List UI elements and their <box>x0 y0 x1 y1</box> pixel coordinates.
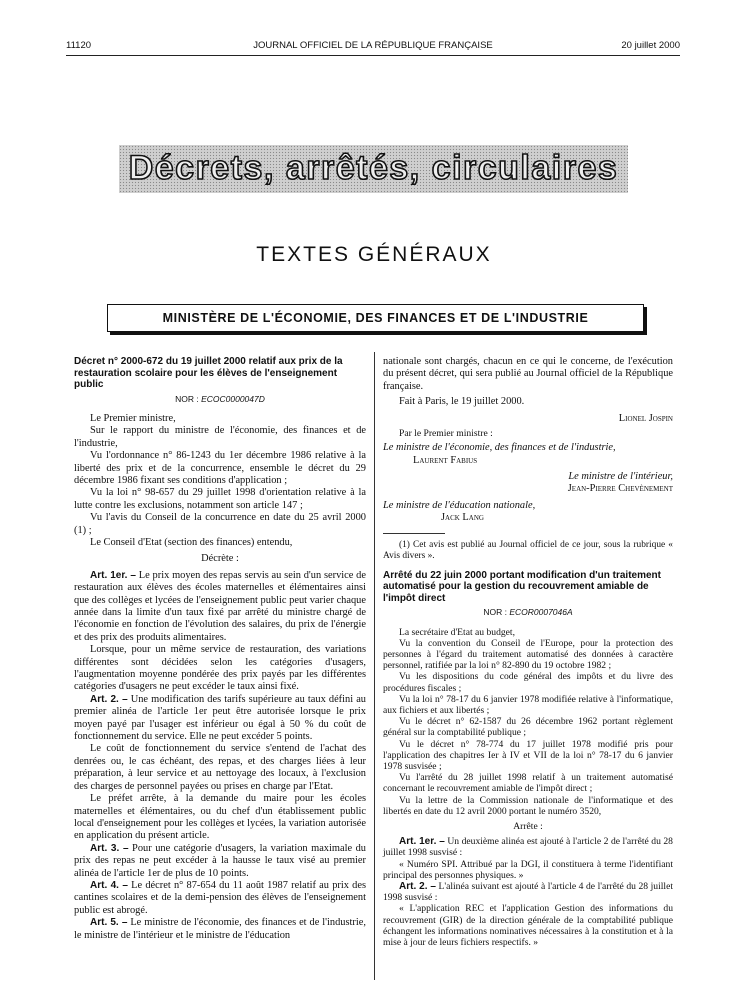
journal-title: JOURNAL OFFICIEL DE LA RÉPUBLIQUE FRANÇAISE <box>253 40 493 51</box>
decree-para: Le Conseil d'Etat (section des finances) entendu, <box>90 536 293 548</box>
footnote-rule <box>383 533 445 534</box>
arrete-title: Arrêté du 22 juin 2000 portant modification d'un traitement automatisé pour la gestion du recouvrement amiable de l'impôt direct <box>383 569 661 604</box>
issue-date: 20 juillet 2000 <box>621 40 680 51</box>
minister-edu-role <box>383 500 673 512</box>
article-label: Art. 4. – <box>90 879 128 891</box>
column-divider <box>374 352 375 980</box>
article-label: Art. 3. – <box>90 842 129 854</box>
nor-label: NOR : <box>483 607 507 618</box>
ministry-title: MINISTÈRE DE L'ÉCONOMIE, DES FINANCES ET DE L'INDUSTRIE <box>162 311 589 325</box>
arrete-article-1 <box>383 836 673 858</box>
arrete-para: Vu les dispositions du code général des impôts et du livre des procédures fiscales ; <box>383 671 673 694</box>
minister-int-role <box>383 471 673 483</box>
decree-para: Le Premier ministre, <box>90 412 176 424</box>
article-text: Le ministre de l'économie, des finances et de l'industrie, le ministre de l'intérieur et le ministre de l'éducation <box>74 917 366 941</box>
article-text: Le prix moyen des repas servis au sein d'un service de restauration aux élèves des écoles maternelles et élémentaires ainsi que des collèges et lycées de l'enseignement public peut varier chaque année dans la limite d'un taux fixé par arrêté du ministre chargé de l'économie en fonction de l'évolution des salaires, du prix de l'énergie et des prix des produits alimentaires. <box>74 569 366 643</box>
nor-code: ECOC0000047D <box>201 393 265 404</box>
decrete-heading: Décrète : <box>201 553 239 565</box>
decree-para: Vu l'avis du Conseil de la concurrence en date du 25 avril 2000 (1) ; <box>74 512 366 536</box>
arrete-heading: Arrête : <box>513 821 543 833</box>
minister-eco-role <box>383 442 673 454</box>
footnote: (1) Cet avis est publié au Journal officiel de ce jour, sous la rubrique « Avis divers ». <box>383 539 673 561</box>
banner-title: Décrets, arrêtés, circulaires <box>128 149 619 187</box>
article-3 <box>74 843 366 880</box>
arrete-quote: « L'application REC et l'application Gestion des informations du recouvrement (GIR) de la direction générale de la comptabilité publique échangent les informations nominatives nécessaires à la constitution et à la mise à jour de leurs fichiers respectifs. » <box>383 903 673 949</box>
arrete-para: Vu le décret n° 78-774 du 17 juillet 1978 modifié pris pour l'application des chapitres Ier à IV et VII de la loi n° 78-17 du 6 janvier 1978 susvisée ; <box>383 738 673 773</box>
nor-code: ECOR0007046A <box>509 607 573 618</box>
role-text: Le ministre de l'intérieur, <box>568 471 673 483</box>
section-banner <box>119 145 628 193</box>
arrete-para: Vu la convention du Conseil de l'Europe, pour la protection des personnes à l'égard du traitement automatisé des données à caractère personnel, ratifiée par la loi n° 82-890 du 19 octobre 1982 ; <box>383 637 673 672</box>
section-title: TEXTES GÉNÉRAUX <box>256 243 492 266</box>
decree-para: Vu l'ordonnance n° 86-1243 du 1er décembre 1986 relative à la liberté des prix et de la concurrence, ensemble le décret du 29 décembre 1986 fixant ses conditions d'application ; <box>74 450 366 486</box>
decree-para: Vu la loi n° 98-657 du 29 juillet 1998 d'orientation relative à la lutte contre les exclusions, notamment son article 147 ; <box>74 487 366 511</box>
right-column <box>383 356 673 948</box>
article-text: Pour une catégorie d'usagers, la variation maximale du prix des repas ne peut excéder à la hausse le taux visé au premier alinéa de l'article 1er de plus de 10 points. <box>74 842 366 879</box>
article-label: Art. 2. – <box>90 693 128 705</box>
arrete-para: Vu l'arrêté du 28 juillet 1998 relatif à un traitement automatisé concernant le recouvrement amiable de l'impôt direct ; <box>383 772 673 795</box>
arrete-para: Vu la lettre de la Commission nationale de l'informatique et des libertés en date du 12 avril 2000 portant le numéro 3520, <box>383 794 673 817</box>
arrete-nor <box>383 606 673 618</box>
page-number: 11120 <box>66 40 92 51</box>
running-header <box>66 40 680 54</box>
decree-para: Sur le rapport du ministre de l'économie, des finances et de l'industrie, <box>74 425 366 449</box>
arrete-article-2 <box>383 881 673 903</box>
minister-int-name: Jean-Pierre Chevènement <box>567 483 673 495</box>
decree-nor <box>74 393 366 405</box>
article-label: Art. 1er. – <box>90 569 136 581</box>
ministry-box <box>107 304 644 332</box>
decree-title: Décret n° 2000-672 du 19 juillet 2000 relatif aux prix de la restauration scolaire pour les élèves de l'enseignement public <box>74 356 343 390</box>
article-text: Une modification des tarifs supérieure au taux défini au premier alinéa de l'article 1er peut être autorisée lorsque le prix moyen payé par l'usager est inférieur ou égal à 50 % du coût de fonctionnement du service. Elle ne peut excéder 5 points. <box>74 693 367 743</box>
article-text: Le décret n° 87-654 du 11 août 1987 relatif au prix des cantines scolaires et de la demi-pension des élèves de l'enseignement public est abrogé. <box>74 879 366 916</box>
signature-pm: Lionel Jospin <box>618 412 673 424</box>
decree-para: Le coût de fonctionnement du service s'entend de l'achat des denrées ou, le cas échéant, des repas, et des charges liées à leur préparation, à leur service et au nettoyage des locaux, à l'exclusion des charges de personnel payées ou prises en charge par l'Etat. <box>74 743 366 792</box>
arrete-para: Vu le décret n° 62-1587 du 26 décembre 1962 portant règlement général sur la comptabilité publique ; <box>383 716 673 739</box>
article-1 <box>74 570 366 644</box>
article-text: Un deuxième alinéa est ajouté à l'article 2 de l'arrêté du 28 juillet 1998 susvisé : <box>383 836 673 859</box>
arrete-para: La secrétaire d'Etat au budget, <box>399 626 515 638</box>
decree-para: Le préfet arrête, à la demande du maire pour les écoles maternelles et élémentaires, ou du chef d'un établissement public local d'enseignement pour les collèges et lycées, la variation autorisée en application du présent article. <box>74 793 366 842</box>
role-text: Le ministre de l'économie, des finances et de l'industrie, <box>383 442 616 454</box>
role-text: Le ministre de l'éducation nationale, <box>383 499 536 511</box>
article-text: L'alinéa suivant est ajouté à l'article 4 de l'arrêté du 28 juillet 1998 susvisé : <box>383 881 673 904</box>
minister-edu-name: Jack Lang <box>441 512 484 524</box>
article-5 <box>74 917 366 942</box>
article-label: Art. 2. – <box>399 881 436 893</box>
left-column <box>74 356 366 942</box>
article-label: Art. 1er. – <box>399 836 445 848</box>
article-2 <box>74 694 366 744</box>
arrete-para: Vu la loi n° 78-17 du 6 janvier 1978 modifiée relative à l'informatique, aux fichiers et aux libertés ; <box>383 693 673 716</box>
fait-line: Fait à Paris, le 19 juillet 2000. <box>399 396 525 408</box>
arrete-quote: « Numéro SPI. Attribué par la DGI, il constituera à terme l'identifiant principal des personnes physiques. » <box>383 858 673 881</box>
decree-para: Lorsque, pour un même service de restauration, des variations différentes sont décidées selon les catégories d'usagers, l'augmentation moyenne pondérée des prix payés par les différentes catégories d'usagers ne peut excéder le taux ainsi fixé. <box>74 644 366 693</box>
par-pm: Par le Premier ministre : <box>399 428 493 440</box>
decree-continuation: nationale sont chargés, chacun en ce qui le concerne, de l'exécution du présent décret, qui sera publié au Journal officiel de la République française. <box>383 356 673 392</box>
minister-eco-name: Laurent Fabius <box>413 454 478 466</box>
nor-label: NOR : <box>175 393 199 404</box>
article-label: Art. 5. – <box>90 917 128 929</box>
article-4 <box>74 880 366 917</box>
header-rule <box>66 55 680 56</box>
